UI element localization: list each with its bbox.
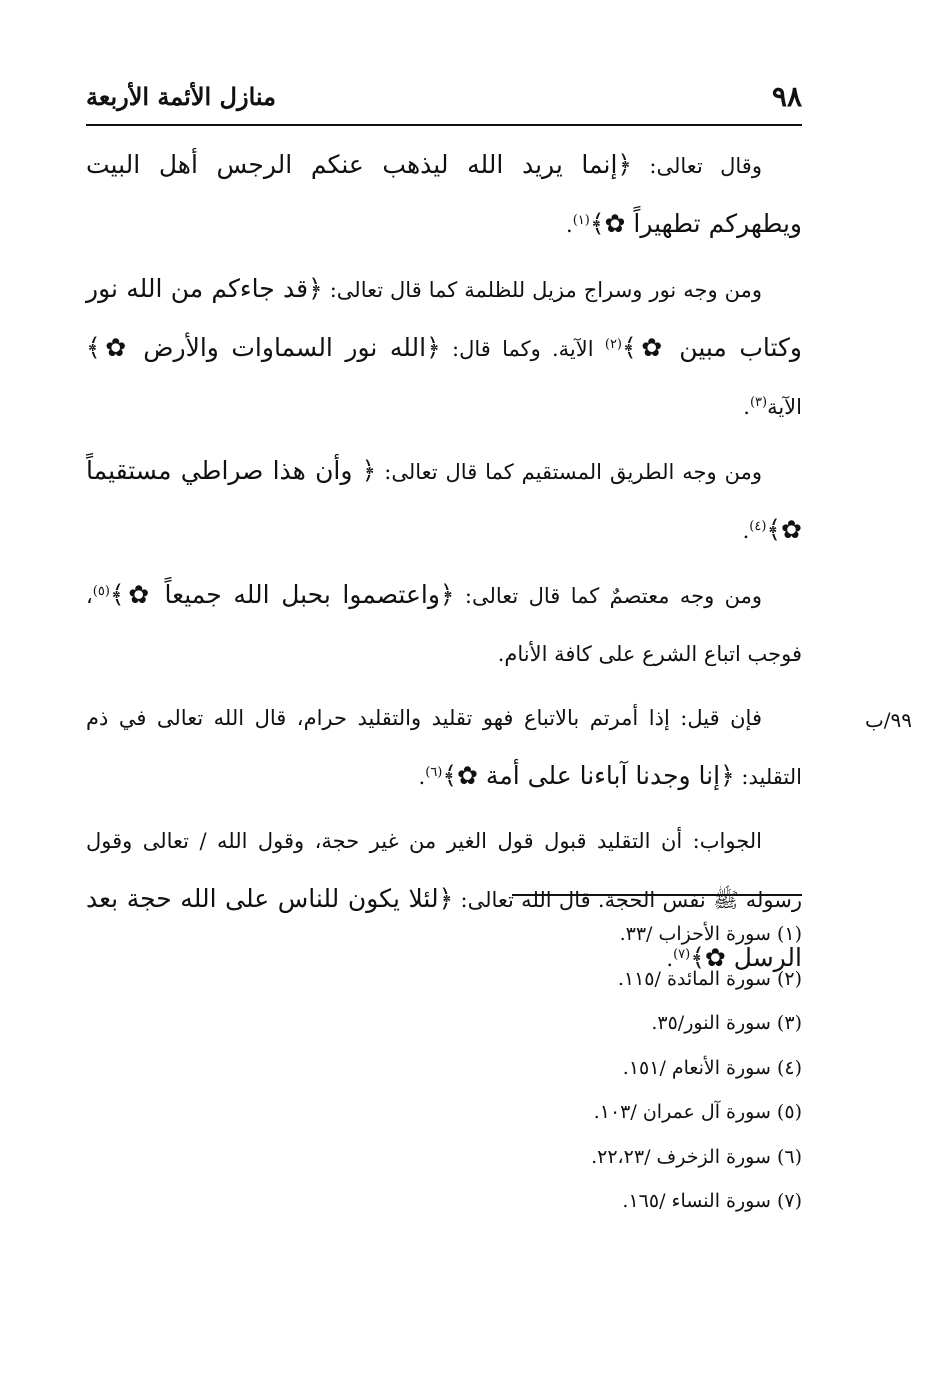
footnote-ref: (٦) — [425, 765, 443, 780]
page-number: ٩٨ — [771, 80, 802, 113]
text: ، فوجب اتباع الشرع على كافة الأنام. — [86, 584, 802, 666]
text: ومن وجه معتصمٌ كما قال تعالى: — [454, 584, 763, 608]
footnote-ref: (٥) — [92, 584, 110, 599]
manuscript-folio-note: ٩٩/ب — [864, 708, 912, 732]
quran-quote: ﴿لئلا يكون للناس على الله حجة بعد الرسل ✿﴾ — [86, 884, 802, 972]
footnote: (٦) سورة الزخرف /٢٢،٢٣. — [591, 1145, 802, 1168]
footnote-ref: (٧) — [673, 947, 691, 962]
text: ومن وجه الطريق المستقيم كما قال تعالى: — [376, 460, 762, 484]
quran-quote: ﴿إنا وجدنا آباءنا على أمة ✿﴾ — [442, 761, 735, 790]
footnote: (٧) سورة النساء /١٦٥. — [622, 1190, 802, 1212]
paragraph — [86, 442, 802, 560]
footnote-ref: (١) — [572, 213, 590, 228]
footnote: (٥) سورة آل عمران /١٠٣. — [593, 1101, 802, 1123]
text: . — [418, 765, 426, 789]
quran-quote: ﴿واعتصموا بحبل الله جميعاً ✿﴾ — [109, 580, 455, 609]
quran-quote: ﴿إنما يريد الله ليذهب عنكم الرجس أهل البيت ويطهركم تطهيراً ✿﴾ — [86, 150, 802, 238]
footnote: (٢) سورة المائدة /١١٥. — [617, 967, 802, 990]
text: . — [742, 519, 750, 543]
footnote: (١) سورة الأحزاب /٣٣. — [619, 923, 802, 945]
text: . — [666, 947, 674, 971]
quran-quote: ﴿ وأن هذا صراطي مستقيماً ✿﴾ — [86, 456, 802, 544]
text: فإن قيل: إذا أمرتم بالاتباع فهو تقليد والتقليد حرام، قال الله تعالى في ذم التقليد: — [86, 706, 802, 789]
quran-quote: ﴿قد جاءكم من الله نور وكتاب مبين ✿﴾ — [86, 274, 802, 362]
quran-quote: ﴿الله نور السماوات والأرض ✿﴾ — [86, 333, 441, 362]
header-rule — [86, 124, 802, 126]
text: وقال تعالى: — [632, 154, 762, 178]
main-text — [86, 136, 802, 994]
page-header — [86, 74, 802, 124]
footnote-ref: (٢) — [604, 337, 622, 352]
running-title: منازل الأئمة الأربعة — [86, 82, 276, 111]
paragraph — [86, 566, 802, 683]
footnotes — [420, 912, 802, 1224]
footnote-ref: (٣) — [749, 395, 768, 410]
text: الآية — [767, 395, 802, 419]
footnote: (٤) سورة الأنعام /١٥١. — [622, 1056, 802, 1079]
footnote: (٣) سورة النور/٣٥. — [651, 1012, 802, 1034]
text: ومن وجه نور وسراج مزيل للظلمة كما قال تعالى: — [322, 278, 762, 302]
text: . — [743, 395, 750, 419]
text: الجواب: أن التقليد قبول قول الغير من غير حجة، وقول الله / تعالى وقول رسوله ﷺ نفس الحجة. قال الله تعالى: — [86, 829, 802, 912]
text: الآية. وكما قال: — [440, 337, 605, 361]
footnote-ref: (٤) — [749, 519, 767, 534]
footnote-rule — [512, 894, 802, 896]
paragraph — [86, 260, 802, 436]
paragraph — [86, 689, 802, 806]
text: . — [566, 213, 573, 237]
paragraph — [86, 136, 802, 254]
